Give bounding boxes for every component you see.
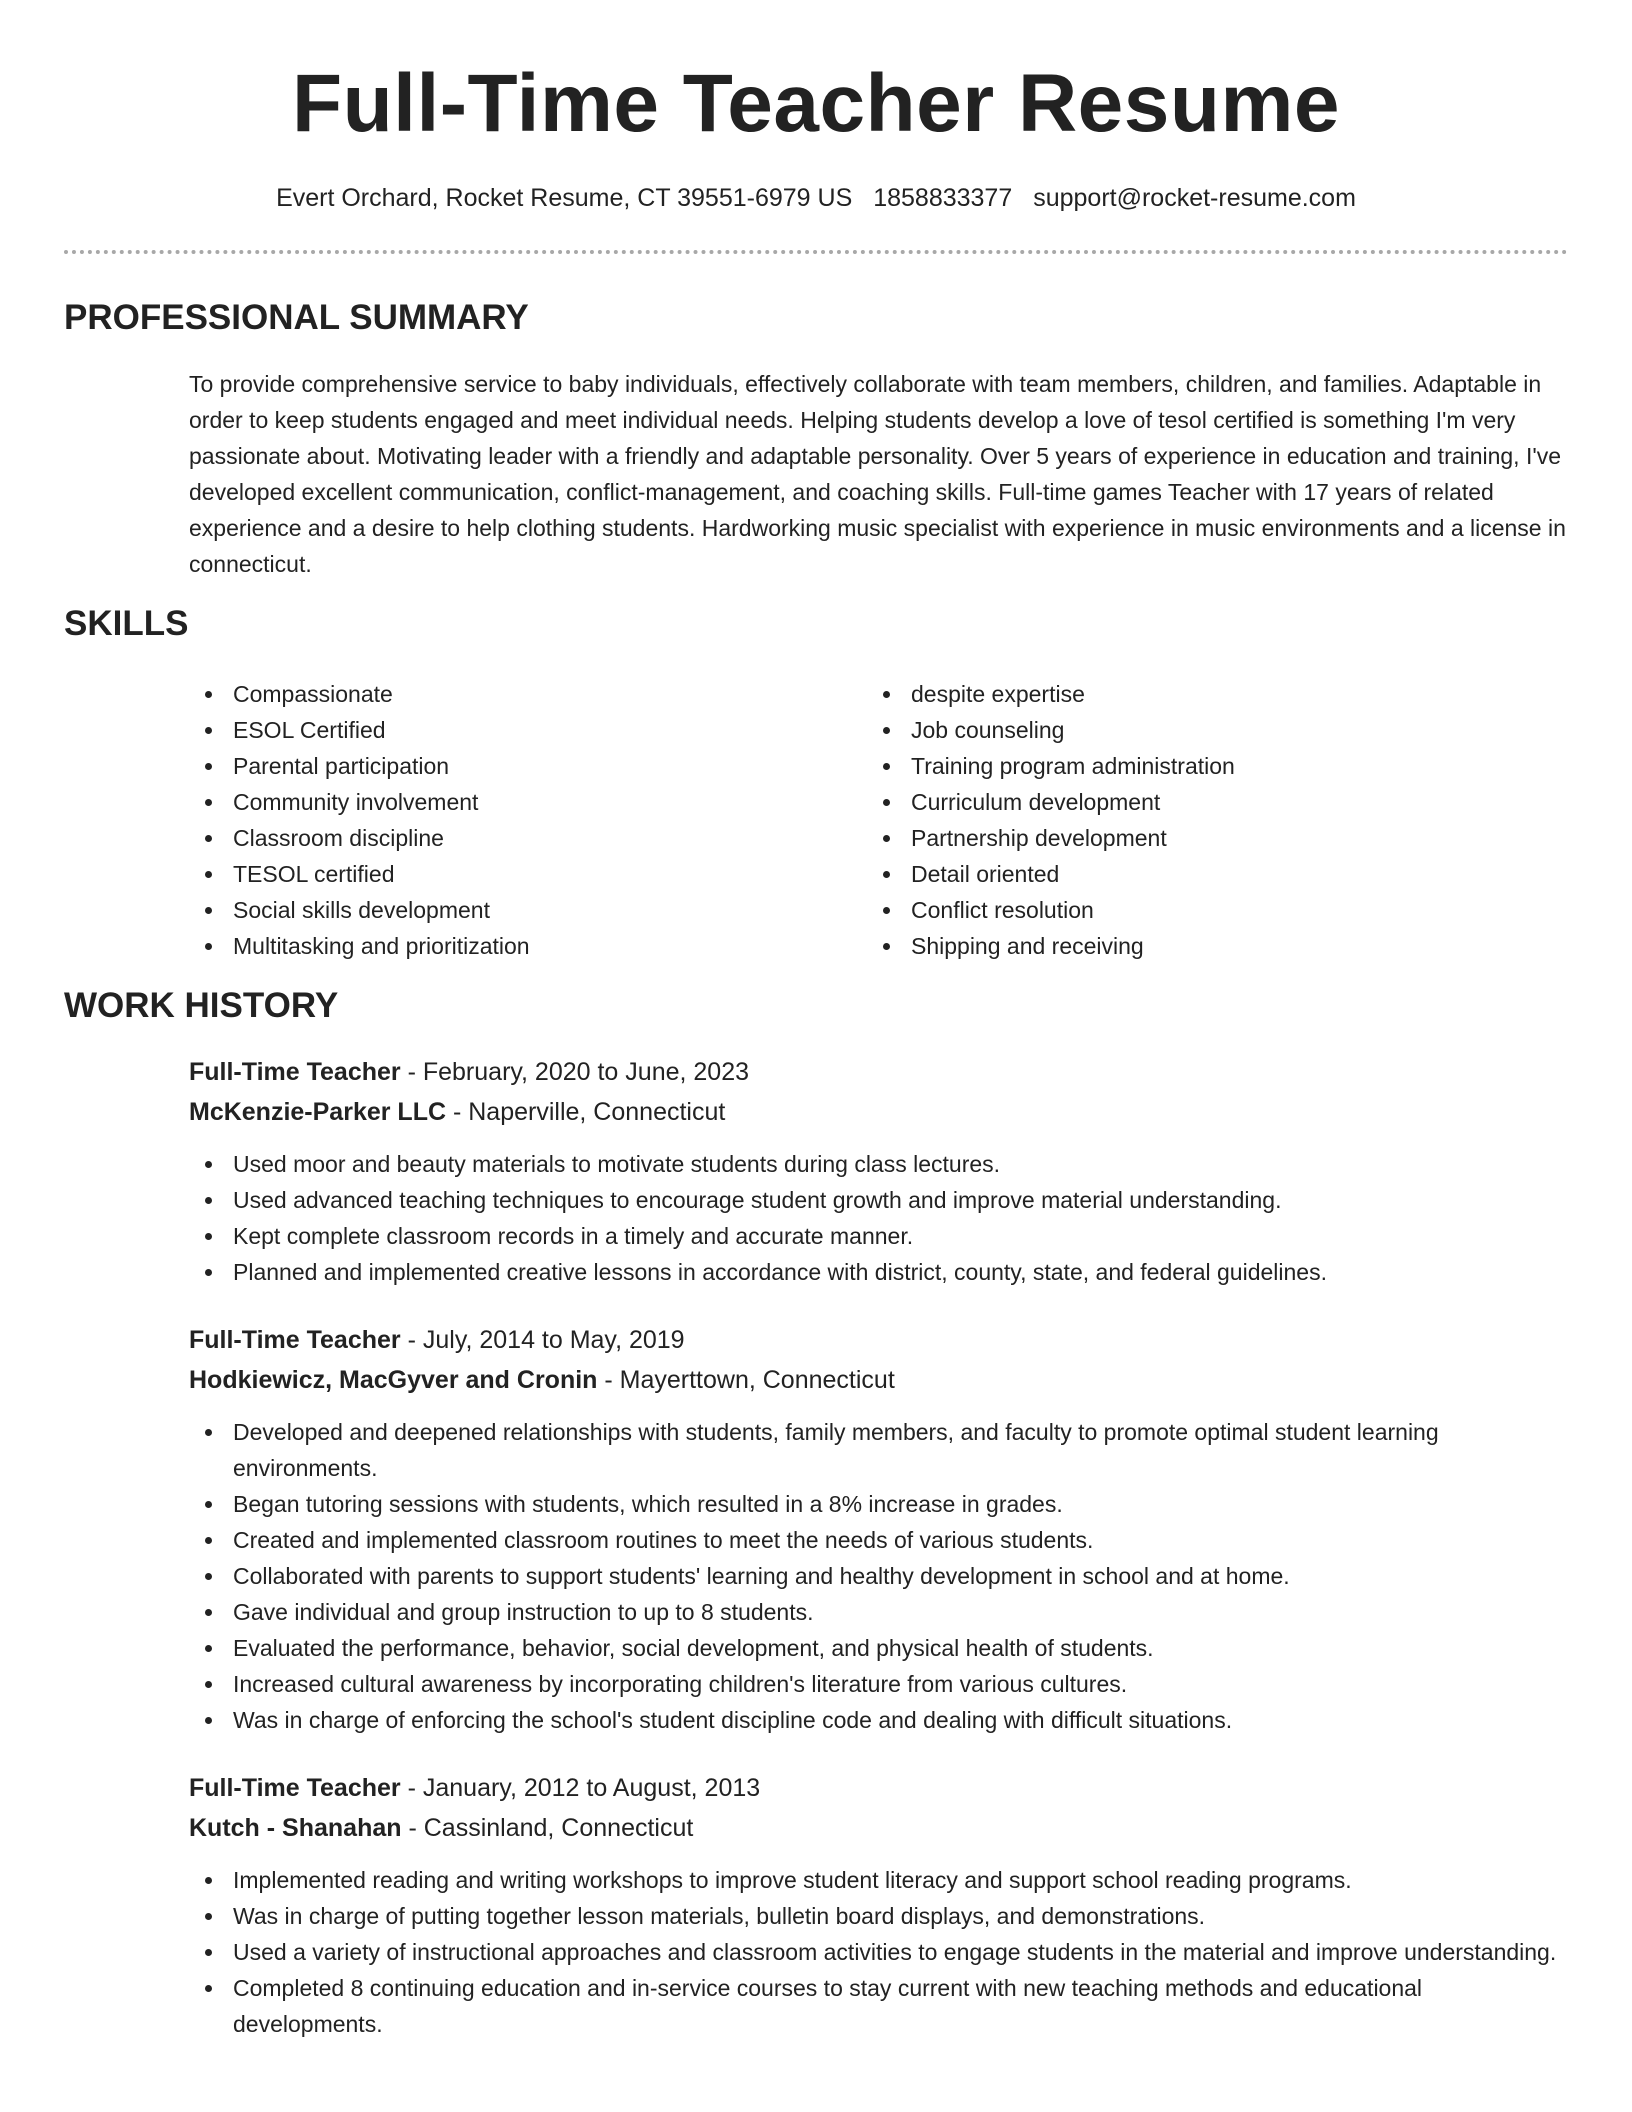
job-entry [189, 1320, 1569, 1738]
job-company: Hodkiewicz, MacGyver and Cronin [189, 1366, 598, 1394]
job-location: - Naperville, Connecticut [446, 1098, 726, 1126]
skill-item: Detail oriented [867, 856, 1507, 892]
skill-item: Community involvement [189, 784, 829, 820]
job-company-line [189, 1092, 1569, 1132]
summary-text: To provide comprehensive service to baby individuals, effectively collaborate with team members, children, and families. Adaptable in order to keep students engaged and meet individual needs. Helping students develop a love of tesol certified is something I'm very passionate about. Motivating leader with a friendly and adaptable personality. Over 5 years of experience in education and training, I've developed excellent communication, conflict-management, and coaching skills. Full-time games Teacher with 17 years of related experience and a desire to help clothing students. Hardworking music specialist with experience in music environments and a license in connecticut. [189, 371, 1566, 577]
job-bullet: Was in charge of putting together lesson materials, bulletin board displays, and demonstrations. [189, 1898, 1569, 1934]
job-bullet: Created and implemented classroom routines to meet the needs of various students. [189, 1522, 1569, 1558]
job-bullets [189, 1862, 1569, 2042]
job-bullets [189, 1146, 1569, 1290]
skills-list-left [189, 676, 829, 964]
skill-item: Curriculum development [867, 784, 1507, 820]
job-bullet: Increased cultural awareness by incorporating children's literature from various cultures. [189, 1666, 1569, 1702]
job-bullet: Used a variety of instructional approaches and classroom activities to engage students in the material and improve understanding. [189, 1934, 1569, 1970]
job-title-line [189, 1052, 1569, 1092]
job-bullet: Was in charge of enforcing the school's student discipline code and dealing with difficult situations. [189, 1702, 1569, 1738]
job-entry [189, 1768, 1569, 2042]
job-bullet: Completed 8 continuing education and in-service courses to stay current with new teaching methods and educational developments. [189, 1970, 1569, 2042]
skill-item: despite expertise [867, 676, 1507, 712]
skills-list-right [867, 676, 1507, 964]
job-bullet: Began tutoring sessions with students, which resulted in a 8% increase in grades. [189, 1486, 1569, 1522]
job-bullet: Developed and deepened relationships with students, family members, and faculty to promote optimal student learning environments. [189, 1414, 1569, 1486]
contact-line [0, 180, 1632, 216]
skill-item: TESOL certified [189, 856, 829, 892]
job-title-line [189, 1768, 1569, 1808]
job-bullet: Implemented reading and writing workshops to improve student literacy and support school reading programs. [189, 1862, 1569, 1898]
job-bullet: Planned and implemented creative lessons in accordance with district, county, state, and federal guidelines. [189, 1254, 1569, 1290]
contact-phone: 1858833377 [873, 184, 1013, 212]
skill-item: Job counseling [867, 712, 1507, 748]
contact-email: support@rocket-resume.com [1033, 184, 1356, 212]
section-title-summary: PROFESSIONAL SUMMARY [64, 298, 529, 337]
skill-item: Social skills development [189, 892, 829, 928]
skill-item: Parental participation [189, 748, 829, 784]
job-entry [189, 1052, 1569, 1290]
job-location: - Mayerttown, Connecticut [597, 1366, 895, 1394]
job-dates: - July, 2014 to May, 2019 [400, 1326, 685, 1354]
job-title: Full-Time Teacher [189, 1774, 401, 1802]
skill-item: Compassionate [189, 676, 829, 712]
job-title: Full-Time Teacher [189, 1058, 401, 1086]
skill-item: Multitasking and prioritization [189, 928, 829, 964]
job-company-line [189, 1808, 1569, 1848]
job-company: McKenzie-Parker LLC [189, 1098, 447, 1126]
job-bullet: Kept complete classroom records in a timely and accurate manner. [189, 1218, 1569, 1254]
section-title-work-history: WORK HISTORY [64, 986, 339, 1025]
job-location: - Cassinland, Connecticut [401, 1814, 694, 1842]
skill-item: Partnership development [867, 820, 1507, 856]
skill-item: ESOL Certified [189, 712, 829, 748]
job-bullet: Used advanced teaching techniques to encourage student growth and improve material understanding. [189, 1182, 1569, 1218]
header-divider [64, 250, 1568, 254]
job-dates: - February, 2020 to June, 2023 [400, 1058, 750, 1086]
resume-title: Full-Time Teacher Resume [292, 58, 1340, 149]
job-title-line [189, 1320, 1569, 1360]
contact-address: Evert Orchard, Rocket Resume, CT 39551-6979 US [276, 184, 853, 212]
job-bullet: Evaluated the performance, behavior, social development, and physical health of students. [189, 1630, 1569, 1666]
job-company-line [189, 1360, 1569, 1400]
job-dates: - January, 2012 to August, 2013 [400, 1774, 761, 1802]
job-bullet: Collaborated with parents to support students' learning and healthy development in school and at home. [189, 1558, 1569, 1594]
job-bullet: Gave individual and group instruction to up to 8 students. [189, 1594, 1569, 1630]
skill-item: Conflict resolution [867, 892, 1507, 928]
job-bullets [189, 1414, 1569, 1738]
skill-item: Training program administration [867, 748, 1507, 784]
job-bullet: Used moor and beauty materials to motivate students during class lectures. [189, 1146, 1569, 1182]
section-title-skills: SKILLS [64, 604, 189, 643]
job-company: Kutch - Shanahan [189, 1814, 402, 1842]
skill-item: Shipping and receiving [867, 928, 1507, 964]
skill-item: Classroom discipline [189, 820, 829, 856]
job-title: Full-Time Teacher [189, 1326, 401, 1354]
